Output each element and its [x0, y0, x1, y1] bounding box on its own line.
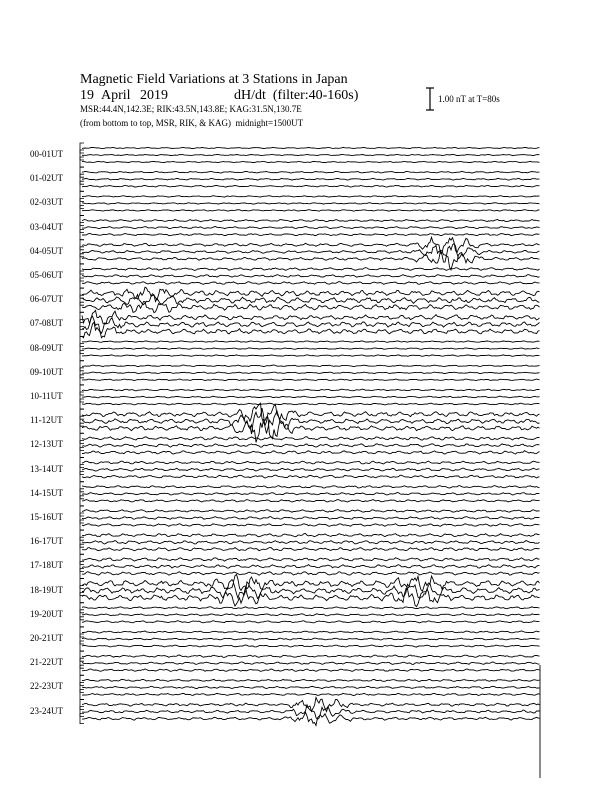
hour-label: 10-11UT [30, 391, 63, 401]
trace-start-mark [80, 288, 84, 298]
trace-kag [82, 631, 540, 633]
trace-kag [82, 403, 540, 425]
trace-start-mark [80, 409, 84, 419]
quantity-label: dH/dt [234, 88, 266, 103]
trace-start-mark [80, 368, 84, 378]
trace-rik [82, 227, 540, 229]
trace-kag [82, 574, 540, 591]
chart-title: Magnetic Field Variations at 3 Stations in Japan [80, 72, 348, 87]
hour-label: 02-03UT [30, 197, 63, 208]
trace-start-mark [80, 641, 84, 651]
hour-label: 07-08UT [30, 318, 63, 329]
trace-start-mark [80, 513, 84, 523]
hour-label: 17-18UT [30, 560, 63, 571]
trace-rik [82, 565, 540, 569]
order-note: (from bottom to top, MSR, RIK, & KAG) [80, 118, 232, 128]
trace-msr [82, 621, 540, 623]
trace-start-mark [80, 326, 84, 336]
trace-kag [82, 486, 540, 488]
trace-rik [82, 686, 540, 688]
trace-kag [82, 679, 540, 681]
trace-msr [82, 693, 540, 695]
trace-rik [82, 348, 540, 349]
trace-start-mark [80, 586, 84, 596]
hour-label: 22-23UT [30, 681, 63, 692]
trace-msr [82, 185, 540, 187]
hour-label: 06-07UT [30, 294, 63, 305]
trace-start-mark [80, 247, 84, 257]
day-value: 19 [80, 88, 94, 103]
traces [80, 143, 540, 778]
trace-start-mark [80, 278, 84, 288]
trace-kag [82, 534, 540, 537]
scale-bar-label: 1.00 nT at T=80s [438, 94, 500, 104]
trace-kag [82, 365, 540, 367]
trace-msr [82, 322, 540, 338]
trace-rik [82, 517, 540, 520]
trace-start-mark [80, 157, 84, 167]
trace-rik [82, 638, 540, 640]
trace-start-mark [80, 433, 84, 443]
trace-kag [82, 147, 540, 148]
trace-start-mark [80, 295, 84, 305]
trace-start-mark [80, 665, 84, 675]
trace-kag [82, 389, 540, 391]
trace-msr [82, 250, 540, 270]
trace-msr [82, 234, 540, 236]
trace-start-mark [80, 223, 84, 233]
trace-msr [82, 524, 540, 527]
trace-kag [82, 310, 540, 324]
trace-start-mark [80, 554, 84, 564]
hour-label: 19-20UT [30, 608, 63, 619]
trace-start-mark [80, 593, 84, 603]
hour-label: 20-21UT [30, 633, 63, 643]
trace-rik [82, 203, 540, 204]
filter-label: (filter:40-160s) [272, 88, 359, 103]
trace-start-mark [80, 689, 84, 699]
trace-msr [82, 669, 540, 671]
trace-rik [82, 705, 540, 720]
trace-rik [82, 275, 540, 278]
trace-kag [82, 510, 540, 513]
trace-start-mark [80, 544, 84, 554]
trace-start-mark [80, 568, 84, 578]
trace-start-mark [80, 579, 84, 589]
trace-start-mark [80, 603, 84, 613]
trace-start-mark [80, 447, 84, 457]
hour-label: 09-10UT [30, 366, 63, 377]
trace-msr [82, 210, 540, 212]
trace-msr [82, 500, 540, 502]
trace-msr [82, 355, 540, 357]
hour-label: 01-02UT [30, 173, 63, 184]
trace-kag [82, 171, 540, 173]
hour-label: 23-24UT [30, 705, 63, 716]
trace-kag [82, 268, 540, 271]
hour-label: 08-09UT [30, 342, 63, 353]
trace-kag [82, 607, 540, 609]
trace-kag [82, 655, 540, 657]
trace-rik [82, 154, 540, 155]
trace-rik [82, 178, 540, 180]
trace-kag [82, 220, 540, 222]
trace-rik [82, 372, 540, 373]
trace-start-mark [80, 634, 84, 644]
trace-start-mark [80, 254, 84, 264]
hour-label: 03-04UT [30, 221, 63, 232]
hour-label: 18-19UT [30, 584, 63, 595]
trace-start-mark [80, 520, 84, 530]
trace-kag [82, 437, 540, 440]
trace-kag [82, 341, 540, 342]
date-year: 2019 [140, 88, 168, 103]
trace-start-mark [80, 627, 84, 637]
hour-label: 12-13UT [30, 439, 63, 450]
trace-rik [82, 541, 540, 545]
trace-msr [82, 451, 540, 454]
trace-msr [82, 645, 540, 647]
hour-label: 00-01UT [30, 149, 63, 159]
trace-start-mark [80, 714, 84, 724]
hour-label: 15-16UT [30, 512, 63, 522]
hour-label: 14-15UT [30, 487, 63, 498]
trace-kag [82, 698, 540, 712]
trace-rik [82, 493, 540, 495]
trace-msr [82, 587, 540, 606]
trace-msr [82, 475, 540, 478]
trace-msr [82, 161, 540, 162]
scale-bar [426, 88, 434, 110]
trace-msr [82, 712, 540, 725]
trace-msr [82, 403, 540, 405]
trace-kag [82, 196, 540, 197]
trace-kag [82, 558, 540, 561]
trace-start-mark [80, 707, 84, 717]
trace-rik [82, 444, 540, 447]
trace-msr [82, 548, 540, 551]
month-value: April [101, 88, 131, 103]
midnight-note: midnight=1500UT [235, 118, 304, 128]
hour-label: 05-06UT [30, 270, 63, 280]
trace-msr [82, 302, 540, 313]
trace-start-mark [80, 482, 84, 492]
trace-rik [82, 614, 540, 616]
trace-msr [82, 282, 540, 285]
hour-label: 04-05UT [30, 245, 63, 256]
trace-rik [82, 396, 540, 398]
trace-kag [82, 461, 540, 464]
trace-rik [82, 468, 540, 471]
trace-rik [82, 662, 540, 664]
hour-label: 11-12UT [30, 415, 63, 426]
station-coordinates: MSR:44.4N,142.3E; RIK:43.5N,143.8E; KAG:31.5N,130.7E [80, 104, 302, 114]
hour-label: 13-14UT [30, 463, 63, 474]
trace-start-mark [80, 423, 84, 433]
trace-msr [82, 572, 540, 576]
hour-label: 16-17UT [30, 536, 63, 547]
hour-label: 21-22UT [30, 657, 63, 668]
trace-msr [82, 379, 540, 381]
